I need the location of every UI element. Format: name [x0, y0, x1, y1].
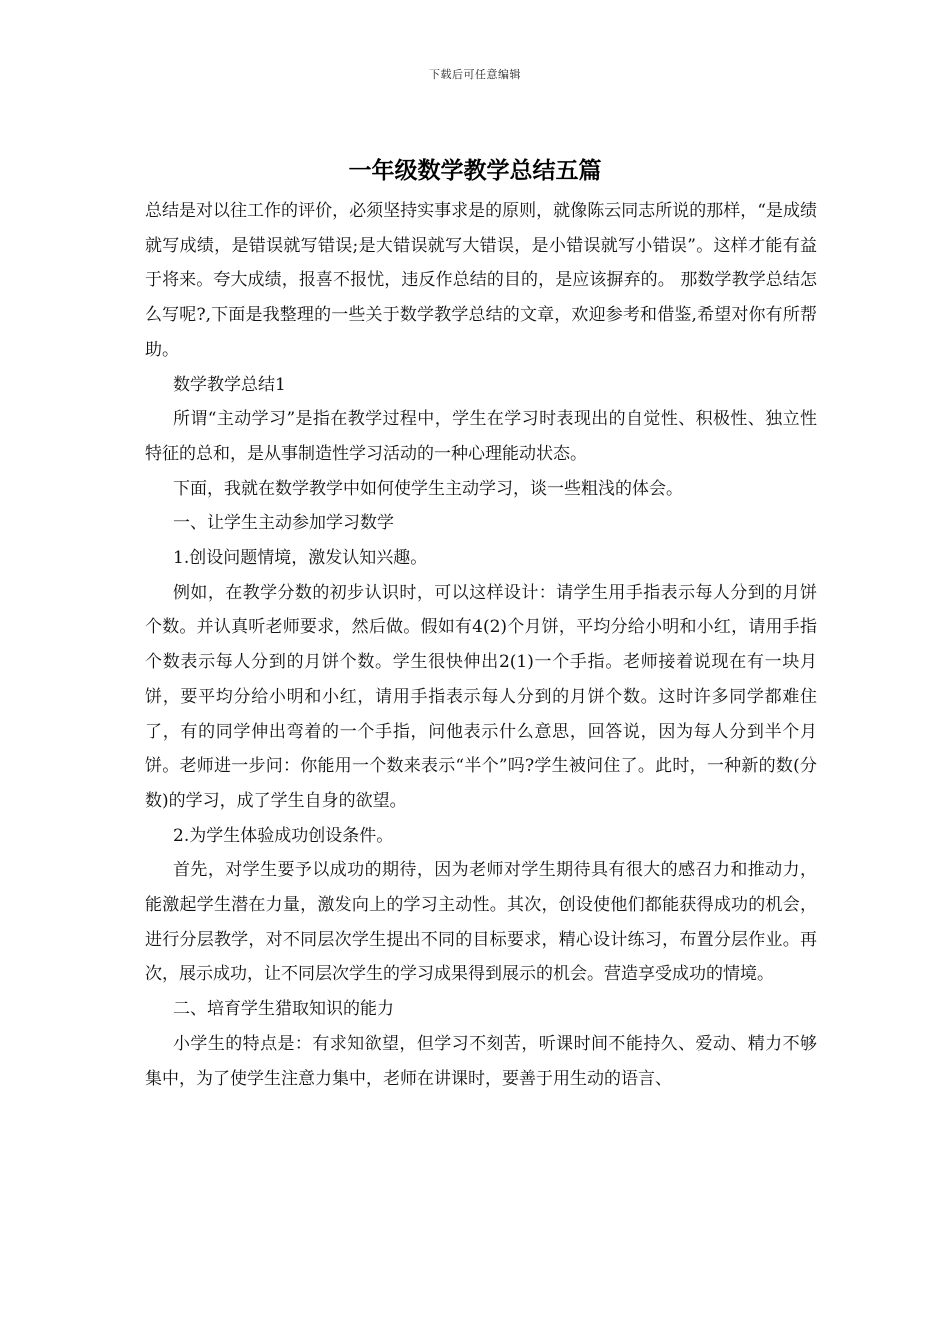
- intro-paragraph: 总结是对以往工作的评价，必须坚持实事求是的原则，就像陈云同志所说的那样，“是成绩就写成绩，是错误就写错误;是大错误就写大错误，是小错误就写小错误”。这样才能有益于将来。夸大成绩，报喜不报忧，违反作总结的目的，是应该摒弃的。 那数学教学总结怎么写呢?,下面是我整理的一些关于数学教学总结的文章，欢迎参考和借鉴,希望对你有所帮助。: [145, 201, 817, 360]
- body-paragraph: 例如，在教学分数的初步认识时，可以这样设计：请学生用手指表示每人分到的月饼个数。并认真听老师要求，然后做。假如有4(2)个月饼，平均分给小明和小红，请用手指个数表示每人分到的月饼个数。学生很快伸出2(1)一个手指。老师接着说现在有一块月饼，要平均分给小明和小红，请用手指表示每人分到的月饼个数。这时许多同学都难住了，有的同学伸出弯着的一个手指，问他表示什么意思，回答说，因为每人分到半个月饼。老师进一步问：你能用一个数来表示“半个”吗?学生被问住了。此时，一种新的数(分数)的学习，成了学生自身的欲望。: [145, 582, 817, 811]
- body-paragraph: 首先，对学生要予以成功的期待，因为老师对学生期待具有很大的感召力和推动力，能激起学生潜在力量，激发向上的学习主动性。其次，创设使他们都能获得成功的机会，进行分层教学，对不同层次学生提出不同的目标要求，精心设计练习，布置分层作业。再次，展示成功，让不同层次学生的学习成果得到展示的机会。营造享受成功的情境。: [145, 860, 817, 985]
- body-paragraph: 所谓“主动学习”是指在教学过程中，学生在学习时表现出的自觉性、积极性、独立性特征的总和，是从事制造性学习活动的一种心理能动状态。: [145, 409, 817, 464]
- subsection-heading: 二、培育学生猎取知识的能力: [173, 999, 394, 1020]
- body-paragraph: 下面，我就在数学教学中如何使学生主动学习，谈一些粗浅的体会。: [173, 478, 683, 499]
- body-paragraph: 小学生的特点是：有求知欲望，但学习不刻苦，听课时间不能持久、爱动、精力不够集中，为了使学生注意力集中，老师在讲课时，要善于用生动的语言、: [145, 1033, 817, 1089]
- document-body: [145, 194, 817, 1096]
- numbered-point: 1.创设问题情境，激发认知兴趣。: [173, 548, 428, 569]
- section-heading: 数学教学总结1: [173, 374, 286, 395]
- document-title: 一年级数学教学总结五篇: [348, 158, 602, 184]
- subsection-heading: 一、让学生主动参加学习数学: [173, 513, 394, 534]
- header-note: 下载后可任意编辑: [429, 68, 521, 81]
- numbered-point: 2.为学生体验成功创设条件。: [173, 825, 394, 846]
